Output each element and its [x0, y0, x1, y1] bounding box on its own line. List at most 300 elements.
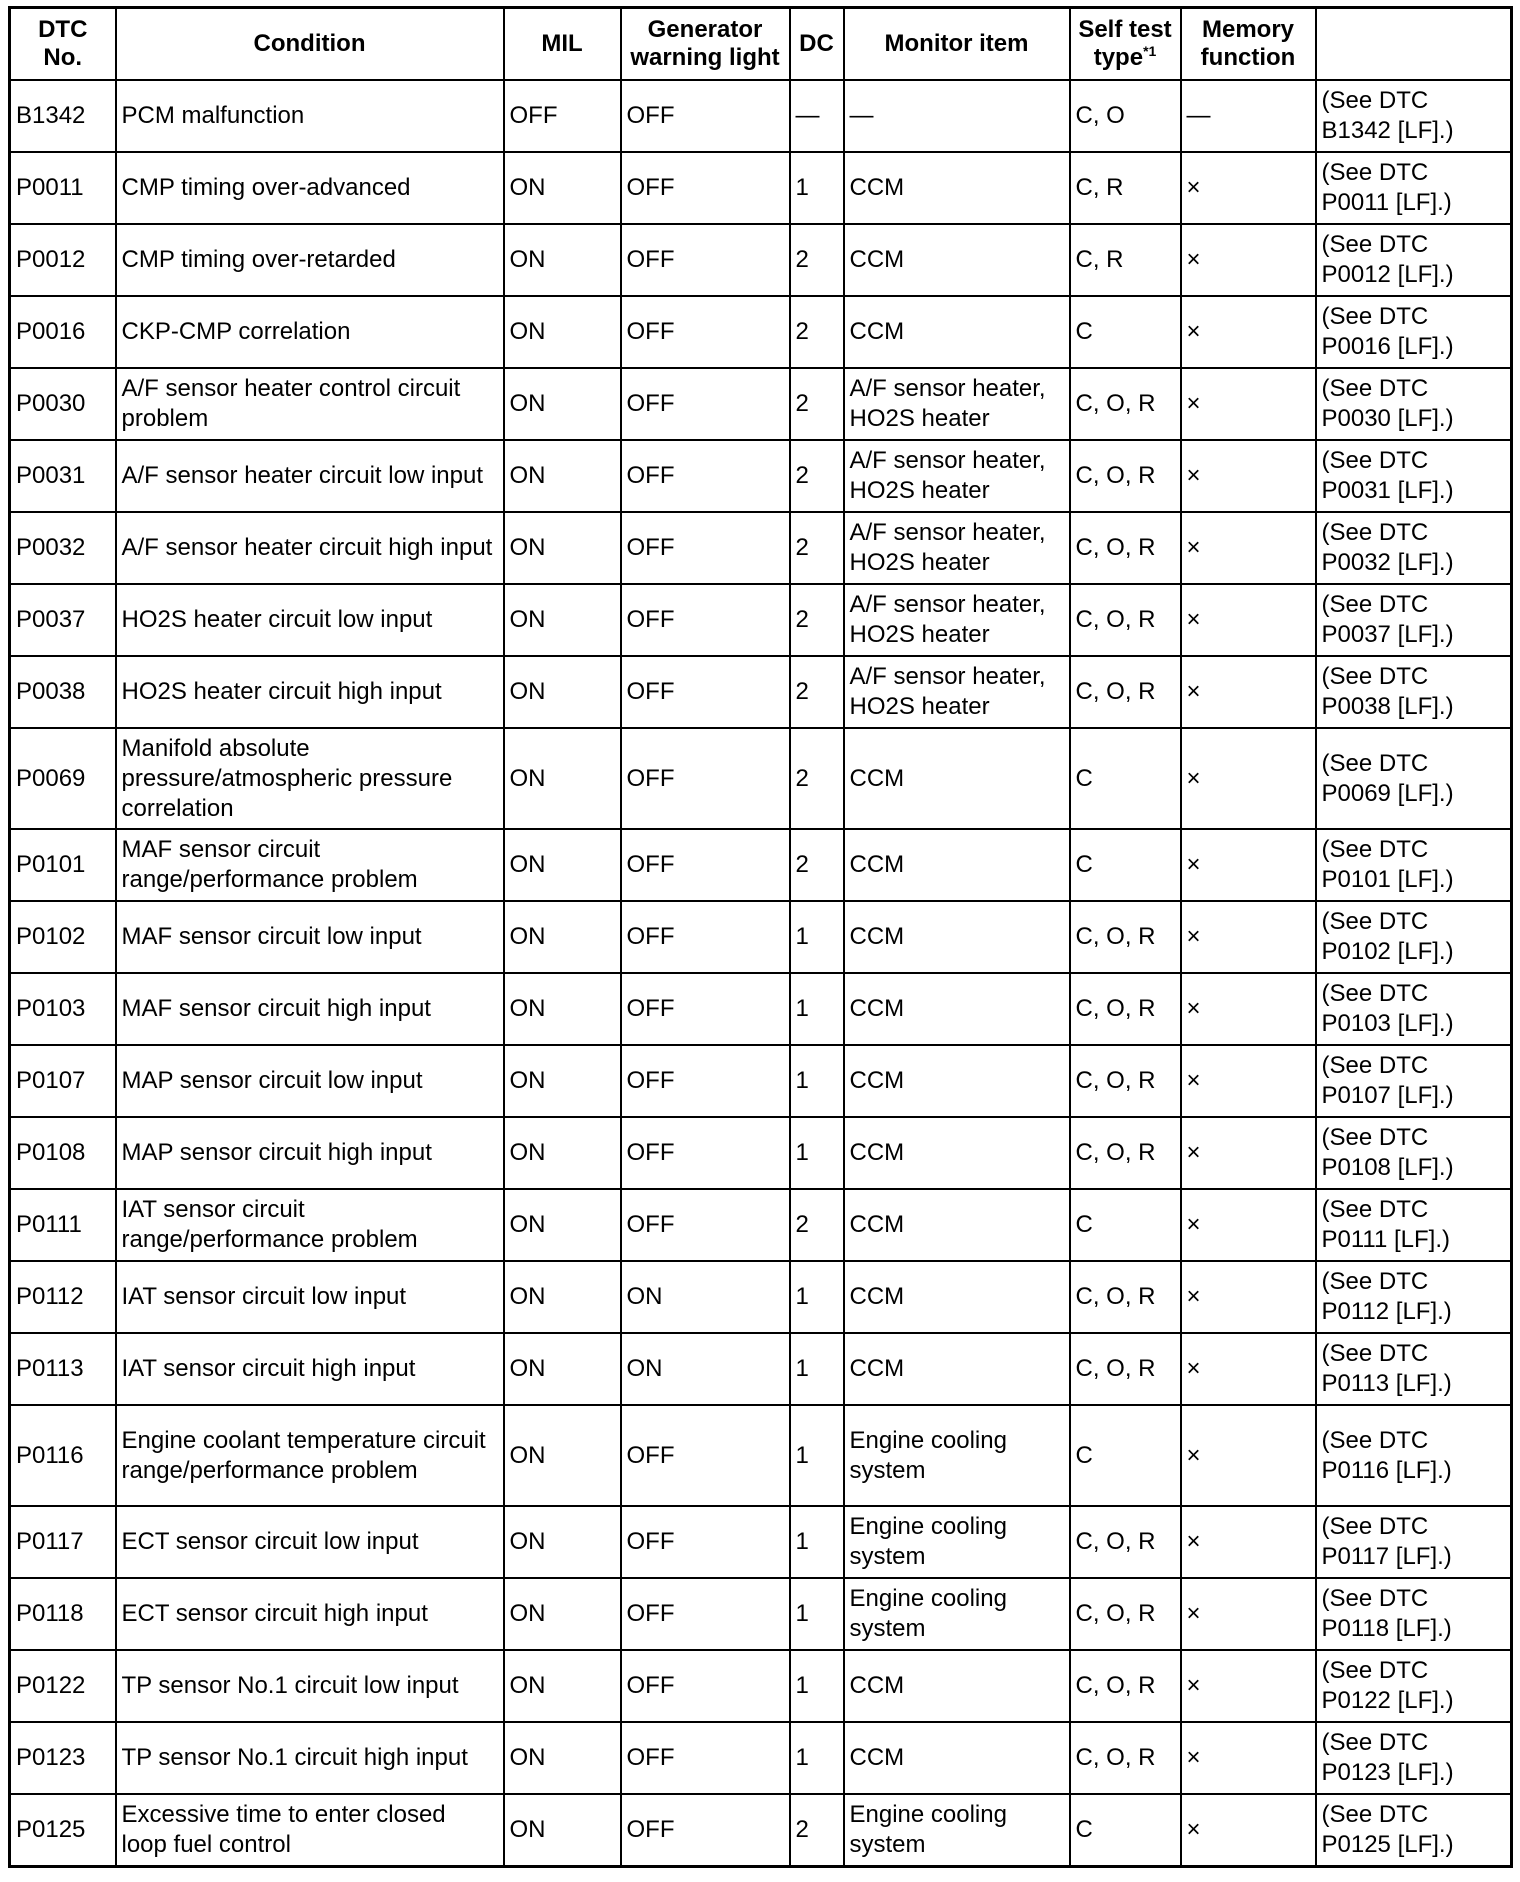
cell-self-test-type: C, O, R — [1070, 1333, 1181, 1405]
cell-reference — [1316, 440, 1512, 512]
cell-dc: 1 — [790, 901, 844, 973]
reference-line-1: (See DTC — [1321, 1196, 1429, 1223]
reference-line-2: P0038 [LF].) — [1321, 693, 1454, 720]
cell-memory-function: × — [1181, 1722, 1316, 1794]
cell-condition: MAF sensor circuit range/performance problem — [116, 829, 504, 901]
cell-condition: IAT sensor circuit low input — [116, 1261, 504, 1333]
reference-line-2: P0108 [LF].) — [1321, 1154, 1454, 1181]
reference-line-1: (See DTC — [1321, 231, 1429, 258]
header-monitor-item: Monitor item — [844, 8, 1070, 81]
cell-self-test-type: C, O, R — [1070, 368, 1181, 440]
table-row — [10, 1794, 1512, 1866]
cell-dc: 1 — [790, 152, 844, 224]
cell-reference — [1316, 1189, 1512, 1261]
cell-reference — [1316, 296, 1512, 368]
cell-mil: ON — [504, 1650, 621, 1722]
dtc-table — [8, 6, 1513, 1868]
cell-self-test-type: C, O, R — [1070, 1045, 1181, 1117]
cell-reference — [1316, 1117, 1512, 1189]
cell-dc: 1 — [790, 1117, 844, 1189]
cell-dc: 2 — [790, 440, 844, 512]
reference-line-2: P0116 [LF].) — [1321, 1456, 1452, 1484]
header-dc: DC — [790, 8, 844, 81]
cell-generator-warning-light: OFF — [621, 368, 790, 440]
reference-line-1: (See DTC — [1321, 1729, 1429, 1756]
cell-condition: Engine coolant temperature circuit range/performance problem — [116, 1405, 504, 1506]
cell-monitor-item: CCM — [844, 1117, 1070, 1189]
cell-mil: ON — [504, 440, 621, 512]
cell-reference — [1316, 1261, 1512, 1333]
cell-condition: TP sensor No.1 circuit high input — [116, 1722, 504, 1794]
cell-dtc-no: P0122 — [10, 1650, 116, 1722]
cell-memory-function: × — [1181, 224, 1316, 296]
cell-reference — [1316, 829, 1512, 901]
cell-reference — [1316, 152, 1512, 224]
cell-reference — [1316, 1722, 1512, 1794]
cell-monitor-item: A/F sensor heater, HO2S heater — [844, 440, 1070, 512]
cell-generator-warning-light: OFF — [621, 584, 790, 656]
cell-dc: 1 — [790, 1405, 844, 1506]
cell-self-test-type: C, O, R — [1070, 584, 1181, 656]
table-row — [10, 1506, 1512, 1578]
reference-line-1: (See DTC — [1321, 663, 1429, 690]
cell-generator-warning-light: OFF — [621, 1405, 790, 1506]
cell-mil: ON — [504, 224, 621, 296]
header-reference — [1316, 8, 1512, 81]
reference-line-1: (See DTC — [1321, 447, 1429, 474]
table-row — [10, 152, 1512, 224]
cell-dtc-no: P0111 — [10, 1189, 116, 1261]
cell-self-test-type: C, O, R — [1070, 512, 1181, 584]
reference-line-2: P0032 [LF].) — [1321, 549, 1454, 576]
reference-line-2: P0112 [LF].) — [1321, 1298, 1452, 1325]
table-row — [10, 1117, 1512, 1189]
cell-monitor-item: Engine cooling system — [844, 1794, 1070, 1866]
cell-condition: A/F sensor heater control circuit problem — [116, 368, 504, 440]
cell-generator-warning-light: OFF — [621, 1722, 790, 1794]
reference-line-2: P0107 [LF].) — [1321, 1082, 1454, 1109]
header-mil: MIL — [504, 8, 621, 81]
cell-reference — [1316, 656, 1512, 728]
cell-condition: HO2S heater circuit low input — [116, 584, 504, 656]
cell-reference — [1316, 1794, 1512, 1866]
cell-self-test-type: C, R — [1070, 224, 1181, 296]
cell-mil: ON — [504, 973, 621, 1045]
cell-monitor-item: CCM — [844, 1650, 1070, 1722]
cell-generator-warning-light: OFF — [621, 829, 790, 901]
cell-reference — [1316, 584, 1512, 656]
reference-line-2: P0101 [LF].) — [1321, 866, 1454, 893]
cell-mil: ON — [504, 1045, 621, 1117]
reference-line-1: (See DTC — [1321, 1268, 1429, 1295]
cell-reference — [1316, 368, 1512, 440]
cell-mil: ON — [504, 1117, 621, 1189]
cell-condition: MAP sensor circuit high input — [116, 1117, 504, 1189]
cell-self-test-type: C, R — [1070, 152, 1181, 224]
cell-monitor-item: A/F sensor heater, HO2S heater — [844, 584, 1070, 656]
cell-generator-warning-light: OFF — [621, 901, 790, 973]
cell-dtc-no: P0016 — [10, 296, 116, 368]
cell-generator-warning-light: OFF — [621, 1506, 790, 1578]
reference-line-2: P0031 [LF].) — [1321, 477, 1454, 504]
cell-memory-function: × — [1181, 728, 1316, 829]
cell-memory-function: × — [1181, 368, 1316, 440]
cell-reference — [1316, 1405, 1512, 1506]
cell-self-test-type: C — [1070, 1405, 1181, 1506]
cell-dtc-no: P0123 — [10, 1722, 116, 1794]
reference-line-2: P0102 [LF].) — [1321, 938, 1454, 965]
cell-condition: MAF sensor circuit low input — [116, 901, 504, 973]
cell-generator-warning-light: OFF — [621, 1045, 790, 1117]
cell-dtc-no: P0069 — [10, 728, 116, 829]
cell-mil: ON — [504, 512, 621, 584]
cell-self-test-type: C, O, R — [1070, 440, 1181, 512]
reference-line-2: P0030 [LF].) — [1321, 405, 1454, 432]
cell-dtc-no: P0032 — [10, 512, 116, 584]
cell-condition: A/F sensor heater circuit low input — [116, 440, 504, 512]
cell-condition: CKP-CMP correlation — [116, 296, 504, 368]
cell-dtc-no: P0101 — [10, 829, 116, 901]
reference-line-2: P0037 [LF].) — [1321, 621, 1454, 648]
cell-condition: IAT sensor circuit high input — [116, 1333, 504, 1405]
cell-mil: ON — [504, 368, 621, 440]
cell-memory-function: × — [1181, 1117, 1316, 1189]
cell-condition: ECT sensor circuit low input — [116, 1506, 504, 1578]
cell-mil: OFF — [504, 80, 621, 152]
cell-self-test-type: C — [1070, 296, 1181, 368]
reference-line-2: P0011 [LF].) — [1321, 189, 1452, 216]
cell-mil: ON — [504, 901, 621, 973]
cell-monitor-item: CCM — [844, 296, 1070, 368]
cell-self-test-type: C, O, R — [1070, 1578, 1181, 1650]
cell-dtc-no: P0103 — [10, 973, 116, 1045]
cell-monitor-item: CCM — [844, 829, 1070, 901]
table-row — [10, 1650, 1512, 1722]
table-row — [10, 1045, 1512, 1117]
table-row — [10, 80, 1512, 152]
cell-mil: ON — [504, 1261, 621, 1333]
reference-line-1: (See DTC — [1321, 591, 1429, 618]
cell-dc: 2 — [790, 512, 844, 584]
cell-self-test-type: C, O, R — [1070, 1117, 1181, 1189]
reference-line-1: (See DTC — [1321, 159, 1429, 186]
cell-memory-function: × — [1181, 901, 1316, 973]
cell-dc: 1 — [790, 1045, 844, 1117]
cell-memory-function: × — [1181, 296, 1316, 368]
cell-self-test-type: C, O — [1070, 80, 1181, 152]
reference-line-2: P0103 [LF].) — [1321, 1010, 1454, 1037]
cell-reference — [1316, 1045, 1512, 1117]
table-row — [10, 656, 1512, 728]
reference-line-2: P0122 [LF].) — [1321, 1687, 1454, 1714]
cell-monitor-item: CCM — [844, 224, 1070, 296]
cell-memory-function: × — [1181, 1261, 1316, 1333]
cell-memory-function: × — [1181, 1333, 1316, 1405]
cell-mil: ON — [504, 1794, 621, 1866]
cell-dtc-no: P0037 — [10, 584, 116, 656]
reference-line-1: (See DTC — [1321, 1124, 1429, 1151]
cell-memory-function: × — [1181, 1189, 1316, 1261]
cell-self-test-type: C, O, R — [1070, 1261, 1181, 1333]
header-dtc-no: DTC No. — [10, 8, 116, 81]
cell-monitor-item: Engine cooling system — [844, 1506, 1070, 1578]
table-row — [10, 829, 1512, 901]
cell-memory-function: × — [1181, 1045, 1316, 1117]
cell-dtc-no: P0112 — [10, 1261, 116, 1333]
cell-memory-function: × — [1181, 1650, 1316, 1722]
cell-generator-warning-light: OFF — [621, 152, 790, 224]
cell-monitor-item: CCM — [844, 152, 1070, 224]
cell-mil: ON — [504, 584, 621, 656]
cell-memory-function: × — [1181, 656, 1316, 728]
reference-line-2: P0069 [LF].) — [1321, 779, 1454, 807]
reference-line-1: (See DTC — [1321, 836, 1429, 863]
cell-generator-warning-light: OFF — [621, 1117, 790, 1189]
reference-line-1: (See DTC — [1321, 87, 1429, 114]
table-row — [10, 512, 1512, 584]
cell-condition: ECT sensor circuit high input — [116, 1578, 504, 1650]
table-row — [10, 584, 1512, 656]
reference-line-2: B1342 [LF].) — [1321, 117, 1454, 144]
dtc-table-body — [10, 80, 1512, 1866]
cell-reference — [1316, 728, 1512, 829]
cell-condition: MAF sensor circuit high input — [116, 973, 504, 1045]
cell-self-test-type: C — [1070, 1794, 1181, 1866]
table-row — [10, 973, 1512, 1045]
reference-line-1: (See DTC — [1321, 1052, 1429, 1079]
cell-generator-warning-light: OFF — [621, 224, 790, 296]
cell-dc: 1 — [790, 1578, 844, 1650]
table-row — [10, 1722, 1512, 1794]
cell-monitor-item: CCM — [844, 1189, 1070, 1261]
cell-condition: IAT sensor circuit range/performance problem — [116, 1189, 504, 1261]
cell-self-test-type: C, O, R — [1070, 656, 1181, 728]
cell-condition: CMP timing over-retarded — [116, 224, 504, 296]
cell-dtc-no: P0031 — [10, 440, 116, 512]
cell-dc: 2 — [790, 584, 844, 656]
cell-self-test-type: C — [1070, 1189, 1181, 1261]
cell-self-test-type: C, O, R — [1070, 1650, 1181, 1722]
table-row — [10, 1261, 1512, 1333]
cell-dtc-no: P0012 — [10, 224, 116, 296]
cell-self-test-type: C, O, R — [1070, 1722, 1181, 1794]
table-row — [10, 368, 1512, 440]
cell-monitor-item: CCM — [844, 728, 1070, 829]
cell-self-test-type: C, O, R — [1070, 1506, 1181, 1578]
reference-line-1: (See DTC — [1321, 980, 1429, 1007]
cell-dc: 2 — [790, 368, 844, 440]
cell-condition: Excessive time to enter closed loop fuel control — [116, 1794, 504, 1866]
reference-line-1: (See DTC — [1321, 1585, 1429, 1612]
cell-condition: A/F sensor heater circuit high input — [116, 512, 504, 584]
cell-mil: ON — [504, 656, 621, 728]
reference-line-1: (See DTC — [1321, 908, 1429, 935]
cell-mil: ON — [504, 1189, 621, 1261]
cell-generator-warning-light: OFF — [621, 296, 790, 368]
header-row — [10, 8, 1512, 81]
cell-reference — [1316, 901, 1512, 973]
cell-dc: 2 — [790, 1189, 844, 1261]
cell-mil: ON — [504, 1722, 621, 1794]
header-memory-function: Memory function — [1181, 8, 1316, 81]
table-row — [10, 224, 1512, 296]
cell-dtc-no: P0117 — [10, 1506, 116, 1578]
cell-monitor-item: CCM — [844, 1045, 1070, 1117]
cell-memory-function: × — [1181, 584, 1316, 656]
cell-memory-function: × — [1181, 440, 1316, 512]
cell-dtc-no: P0108 — [10, 1117, 116, 1189]
table-row — [10, 1189, 1512, 1261]
reference-line-2: P0111 [LF].) — [1321, 1226, 1451, 1253]
cell-self-test-type: C — [1070, 728, 1181, 829]
cell-reference — [1316, 512, 1512, 584]
cell-monitor-item: Engine cooling system — [844, 1405, 1070, 1506]
cell-dc: 2 — [790, 224, 844, 296]
cell-condition: HO2S heater circuit high input — [116, 656, 504, 728]
cell-reference — [1316, 1578, 1512, 1650]
cell-mil: ON — [504, 1333, 621, 1405]
cell-dtc-no: P0113 — [10, 1333, 116, 1405]
reference-line-2: P0016 [LF].) — [1321, 333, 1454, 360]
table-row — [10, 440, 1512, 512]
cell-generator-warning-light: OFF — [621, 728, 790, 829]
cell-dc: 1 — [790, 1506, 844, 1578]
cell-reference — [1316, 973, 1512, 1045]
table-row — [10, 901, 1512, 973]
cell-dc: 2 — [790, 1794, 844, 1866]
cell-generator-warning-light: OFF — [621, 440, 790, 512]
cell-dc: 1 — [790, 1650, 844, 1722]
cell-dc: 1 — [790, 973, 844, 1045]
cell-dtc-no: P0125 — [10, 1794, 116, 1866]
reference-line-2: P0117 [LF].) — [1321, 1543, 1452, 1570]
cell-monitor-item: A/F sensor heater, HO2S heater — [844, 512, 1070, 584]
cell-mil: ON — [504, 1506, 621, 1578]
reference-line-1: (See DTC — [1321, 303, 1429, 330]
reference-line-1: (See DTC — [1321, 749, 1429, 777]
reference-line-2: P0123 [LF].) — [1321, 1759, 1454, 1786]
reference-line-1: (See DTC — [1321, 1426, 1429, 1454]
cell-self-test-type: C, O, R — [1070, 901, 1181, 973]
cell-condition: TP sensor No.1 circuit low input — [116, 1650, 504, 1722]
cell-mil: ON — [504, 1578, 621, 1650]
header-generator-warning-light: Generator warning light — [621, 8, 790, 81]
cell-memory-function: × — [1181, 829, 1316, 901]
cell-monitor-item: — — [844, 80, 1070, 152]
cell-generator-warning-light: OFF — [621, 80, 790, 152]
table-row — [10, 1333, 1512, 1405]
cell-condition: MAP sensor circuit low input — [116, 1045, 504, 1117]
cell-dc: 2 — [790, 728, 844, 829]
cell-memory-function: × — [1181, 152, 1316, 224]
header-condition: Condition — [116, 8, 504, 81]
reference-line-2: P0118 [LF].) — [1321, 1615, 1452, 1642]
cell-monitor-item: CCM — [844, 973, 1070, 1045]
cell-dc: 1 — [790, 1261, 844, 1333]
cell-reference — [1316, 1506, 1512, 1578]
cell-monitor-item: A/F sensor heater, HO2S heater — [844, 656, 1070, 728]
cell-mil: ON — [504, 296, 621, 368]
cell-monitor-item: Engine cooling system — [844, 1578, 1070, 1650]
cell-reference — [1316, 80, 1512, 152]
cell-dc: 2 — [790, 656, 844, 728]
cell-generator-warning-light: OFF — [621, 1578, 790, 1650]
cell-memory-function: — — [1181, 80, 1316, 152]
cell-dc: 2 — [790, 829, 844, 901]
header-self-test-type: Self test type$^{*1}$ — [1070, 8, 1181, 81]
cell-memory-function: × — [1181, 1405, 1316, 1506]
cell-monitor-item: CCM — [844, 1261, 1070, 1333]
cell-mil: ON — [504, 829, 621, 901]
cell-memory-function: × — [1181, 512, 1316, 584]
cell-memory-function: × — [1181, 1578, 1316, 1650]
cell-dtc-no: P0102 — [10, 901, 116, 973]
reference-line-1: (See DTC — [1321, 1657, 1429, 1684]
cell-generator-warning-light: OFF — [621, 656, 790, 728]
cell-memory-function: × — [1181, 1794, 1316, 1866]
cell-generator-warning-light: OFF — [621, 973, 790, 1045]
table-row — [10, 728, 1512, 829]
reference-line-2: P0125 [LF].) — [1321, 1830, 1454, 1858]
table-row — [10, 1578, 1512, 1650]
reference-line-1: (See DTC — [1321, 519, 1429, 546]
cell-mil: ON — [504, 728, 621, 829]
cell-reference — [1316, 1650, 1512, 1722]
footnote-marker: *1 — [1143, 43, 1157, 59]
reference-line-2: P0113 [LF].) — [1321, 1370, 1452, 1397]
cell-monitor-item: CCM — [844, 1722, 1070, 1794]
cell-generator-warning-light: OFF — [621, 1794, 790, 1866]
table-row — [10, 296, 1512, 368]
cell-self-test-type: C — [1070, 829, 1181, 901]
cell-dc: — — [790, 80, 844, 152]
cell-reference — [1316, 224, 1512, 296]
cell-reference — [1316, 1333, 1512, 1405]
cell-memory-function: × — [1181, 973, 1316, 1045]
cell-monitor-item: A/F sensor heater, HO2S heater — [844, 368, 1070, 440]
cell-generator-warning-light: OFF — [621, 1650, 790, 1722]
cell-dtc-no: P0011 — [10, 152, 116, 224]
cell-monitor-item: CCM — [844, 1333, 1070, 1405]
reference-line-2: P0012 [LF].) — [1321, 261, 1454, 288]
cell-dc: 1 — [790, 1722, 844, 1794]
cell-dtc-no: P0030 — [10, 368, 116, 440]
reference-line-1: (See DTC — [1321, 375, 1429, 402]
cell-dtc-no: P0107 — [10, 1045, 116, 1117]
cell-mil: ON — [504, 1405, 621, 1506]
cell-dc: 2 — [790, 296, 844, 368]
cell-dtc-no: P0118 — [10, 1578, 116, 1650]
cell-condition: CMP timing over-advanced — [116, 152, 504, 224]
cell-dc: 1 — [790, 1333, 844, 1405]
cell-mil: ON — [504, 152, 621, 224]
cell-memory-function: × — [1181, 1506, 1316, 1578]
cell-self-test-type: C, O, R — [1070, 973, 1181, 1045]
cell-generator-warning-light: OFF — [621, 512, 790, 584]
cell-dtc-no: B1342 — [10, 80, 116, 152]
table-row — [10, 1405, 1512, 1506]
cell-generator-warning-light: ON — [621, 1261, 790, 1333]
reference-line-1: (See DTC — [1321, 1800, 1429, 1828]
cell-condition: PCM malfunction — [116, 80, 504, 152]
cell-dtc-no: P0116 — [10, 1405, 116, 1506]
cell-generator-warning-light: OFF — [621, 1189, 790, 1261]
reference-line-1: (See DTC — [1321, 1340, 1429, 1367]
cell-generator-warning-light: ON — [621, 1333, 790, 1405]
cell-dtc-no: P0038 — [10, 656, 116, 728]
cell-monitor-item: CCM — [844, 901, 1070, 973]
cell-condition: Manifold absolute pressure/atmospheric pressure correlation — [116, 728, 504, 829]
